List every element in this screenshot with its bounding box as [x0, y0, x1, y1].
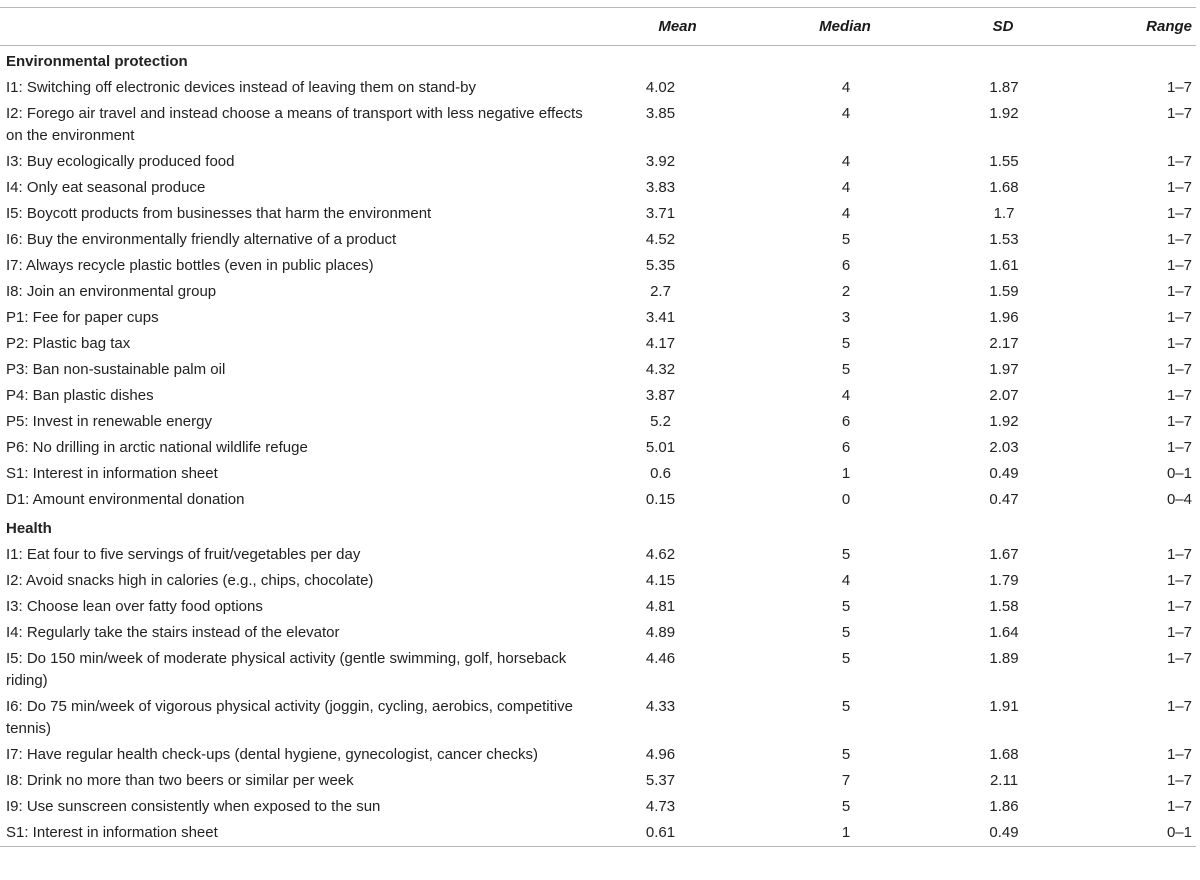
item-label: S1: Interest in information sheet: [6, 465, 218, 482]
range-value: 1–7: [1166, 439, 1192, 456]
mean-value: 3.85: [645, 105, 676, 122]
median-value: 6: [841, 257, 851, 274]
item-label: P1: Fee for paper cups: [6, 309, 159, 326]
table-row: [0, 227, 1196, 253]
table-row: [0, 383, 1196, 409]
median-value: 7: [841, 772, 851, 789]
table-row: [0, 742, 1196, 768]
sd-value: 0.49: [989, 824, 1019, 841]
header-label: [0, 8, 590, 46]
median-value: 6: [841, 439, 851, 456]
mean-value: 5.2: [650, 413, 671, 430]
table-row: [0, 357, 1196, 383]
table-header: [0, 8, 1196, 46]
sd-value: 1.79: [989, 572, 1019, 589]
mean-value: 0.61: [645, 824, 676, 841]
sd-value: 1.64: [989, 624, 1019, 641]
mean-value: 4.73: [645, 798, 676, 815]
median-value: 4: [841, 572, 851, 589]
table-row: [0, 568, 1196, 594]
table-row: [0, 149, 1196, 175]
item-label: P5: Invest in renewable energy: [6, 413, 212, 430]
mean-value: 4.52: [645, 231, 676, 248]
sd-value: 2.07: [989, 387, 1019, 404]
sd-value: 1.86: [989, 798, 1019, 815]
sd-value: 2.03: [989, 439, 1019, 456]
section-header-row: [0, 46, 1196, 76]
item-label: I3: Choose lean over fatty food options: [6, 598, 263, 615]
item-label: I2: Forego air travel and instead choose a means of transport with less negative effects on the environment: [6, 105, 583, 144]
median-value: 5: [841, 361, 851, 378]
median-value: 0: [841, 491, 851, 508]
header-row: [0, 8, 1196, 46]
mean-value: 3.87: [645, 387, 676, 404]
range-value: 1–7: [1166, 698, 1192, 715]
median-value: 1: [841, 465, 851, 482]
table-row: [0, 409, 1196, 435]
table-row: [0, 487, 1196, 513]
mean-value: 0.15: [645, 491, 676, 508]
sd-value: 1.96: [989, 309, 1019, 326]
item-label: I4: Regularly take the stairs instead of the elevator: [6, 624, 340, 641]
median-value: 5: [841, 624, 851, 641]
median-value: 5: [841, 335, 851, 352]
mean-value: 3.83: [645, 179, 676, 196]
range-value: 0–1: [1166, 465, 1192, 482]
mean-value: 3.41: [645, 309, 676, 326]
descriptive-statistics-table: [0, 7, 1196, 847]
range-value: 1–7: [1166, 413, 1192, 430]
median-value: 5: [841, 546, 851, 563]
range-value: 1–7: [1166, 546, 1192, 563]
table-row: [0, 620, 1196, 646]
sd-value: 2.17: [989, 335, 1019, 352]
item-label: I8: Drink no more than two beers or similar per week: [6, 772, 354, 789]
mean-value: 4.32: [645, 361, 676, 378]
table-row: [0, 279, 1196, 305]
mean-value: 4.15: [645, 572, 676, 589]
statistics-table-container: [0, 7, 1196, 847]
median-value: 5: [841, 798, 851, 815]
item-label: I7: Have regular health check-ups (dental hygiene, gynecologist, cancer checks): [6, 746, 538, 763]
sd-value: 1.91: [989, 698, 1019, 715]
item-label: D1: Amount environmental donation: [6, 491, 245, 508]
sd-value: 1.87: [989, 79, 1019, 96]
range-value: 0–1: [1166, 824, 1192, 841]
section-title: Environmental protection: [6, 53, 188, 70]
item-label: P2: Plastic bag tax: [6, 335, 131, 352]
mean-value: 5.37: [645, 772, 676, 789]
item-label: I5: Do 150 min/week of moderate physical activity (gentle swimming, golf, horseback riding): [6, 650, 567, 689]
sd-value: 1.59: [989, 283, 1019, 300]
item-label: P4: Ban plastic dishes: [6, 387, 154, 404]
range-value: 1–7: [1166, 283, 1192, 300]
item-label: I4: Only eat seasonal produce: [6, 179, 206, 196]
sd-value: 2.11: [989, 772, 1019, 789]
sd-value: 1.92: [989, 413, 1019, 430]
header-median: Median: [819, 18, 871, 35]
range-value: 1–7: [1166, 572, 1192, 589]
range-value: 1–7: [1166, 205, 1192, 222]
sd-value: 1.68: [989, 179, 1019, 196]
table-row: [0, 768, 1196, 794]
mean-value: 3.71: [645, 205, 676, 222]
range-value: 0–4: [1166, 491, 1192, 508]
item-label: I3: Buy ecologically produced food: [6, 153, 235, 170]
median-value: 4: [841, 387, 851, 404]
item-label: I1: Eat four to five servings of fruit/vegetables per day: [6, 546, 361, 563]
section-header-row: [0, 513, 1196, 542]
mean-value: 4.17: [645, 335, 676, 352]
median-value: 4: [841, 79, 851, 96]
item-label: S1: Interest in information sheet: [6, 824, 218, 841]
range-value: 1–7: [1166, 798, 1192, 815]
median-value: 3: [841, 309, 851, 326]
mean-value: 4.33: [645, 698, 676, 715]
sd-value: 1.61: [989, 257, 1019, 274]
median-value: 4: [841, 179, 851, 196]
range-value: 1–7: [1166, 79, 1192, 96]
table-row: [0, 435, 1196, 461]
median-value: 4: [841, 105, 851, 122]
sd-value: 1.68: [989, 746, 1019, 763]
table-row: [0, 305, 1196, 331]
range-value: 1–7: [1166, 598, 1192, 615]
item-label: I6: Buy the environmentally friendly alternative of a product: [6, 231, 397, 248]
table-row: [0, 201, 1196, 227]
header-mean: Mean: [658, 18, 697, 35]
median-value: 6: [841, 413, 851, 430]
table-row: [0, 253, 1196, 279]
range-value: 1–7: [1166, 309, 1192, 326]
table-row: [0, 101, 1196, 149]
range-value: 1–7: [1166, 179, 1192, 196]
range-value: 1–7: [1166, 772, 1192, 789]
range-value: 1–7: [1166, 624, 1192, 641]
item-label: I8: Join an environmental group: [6, 283, 217, 300]
table-row: [0, 331, 1196, 357]
table-row: [0, 646, 1196, 694]
section-title: Health: [6, 520, 52, 537]
item-label: I5: Boycott products from businesses that harm the environment: [6, 205, 432, 222]
mean-value: 2.7: [650, 283, 671, 300]
item-label: I2: Avoid snacks high in calories (e.g., chips, chocolate): [6, 572, 374, 589]
range-value: 1–7: [1166, 335, 1192, 352]
table-row: [0, 694, 1196, 742]
item-label: I1: Switching off electronic devices instead of leaving them on stand-by: [6, 79, 476, 96]
mean-value: 0.6: [650, 465, 671, 482]
range-value: 1–7: [1166, 361, 1192, 378]
mean-value: 5.35: [645, 257, 676, 274]
range-value: 1–7: [1166, 746, 1192, 763]
range-value: 1–7: [1166, 650, 1192, 667]
mean-value: 3.92: [645, 153, 676, 170]
mean-value: 4.46: [645, 650, 676, 667]
table-row: [0, 794, 1196, 820]
sd-value: 1.92: [989, 105, 1019, 122]
median-value: 5: [841, 231, 851, 248]
sd-value: 1.53: [989, 231, 1019, 248]
mean-value: 4.62: [645, 546, 676, 563]
sd-value: 1.97: [989, 361, 1019, 378]
median-value: 4: [841, 205, 851, 222]
table-row: [0, 461, 1196, 487]
sd-value: 1.67: [989, 546, 1019, 563]
median-value: 5: [841, 598, 851, 615]
table-row: [0, 175, 1196, 201]
median-value: 4: [841, 153, 851, 170]
sd-value: 0.47: [989, 491, 1019, 508]
range-value: 1–7: [1166, 257, 1192, 274]
range-value: 1–7: [1166, 231, 1192, 248]
item-label: P3: Ban non-sustainable palm oil: [6, 361, 226, 378]
table-row: [0, 594, 1196, 620]
table-row: [0, 542, 1196, 568]
mean-value: 4.02: [645, 79, 676, 96]
header-sd: SD: [992, 18, 1014, 35]
table-row: [0, 75, 1196, 101]
range-value: 1–7: [1166, 105, 1192, 122]
median-value: 5: [841, 698, 851, 715]
sd-value: 1.89: [989, 650, 1019, 667]
median-value: 5: [841, 650, 851, 667]
mean-value: 4.81: [645, 598, 676, 615]
item-label: P6: No drilling in arctic national wildlife refuge: [6, 439, 308, 456]
mean-value: 4.89: [645, 624, 676, 641]
item-label: I6: Do 75 min/week of vigorous physical activity (joggin, cycling, aerobics, competitive tennis): [6, 698, 573, 737]
header-range: Range: [1146, 18, 1192, 35]
item-label: I7: Always recycle plastic bottles (even in public places): [6, 257, 374, 274]
sd-value: 0.49: [989, 465, 1019, 482]
sd-value: 1.58: [989, 598, 1019, 615]
sd-value: 1.55: [989, 153, 1019, 170]
sd-value: 1.7: [993, 205, 1015, 222]
range-value: 1–7: [1166, 387, 1192, 404]
item-label: I9: Use sunscreen consistently when exposed to the sun: [6, 798, 381, 815]
table-body: [0, 46, 1196, 847]
median-value: 5: [841, 746, 851, 763]
median-value: 1: [841, 824, 851, 841]
mean-value: 4.96: [645, 746, 676, 763]
range-value: 1–7: [1166, 153, 1192, 170]
median-value: 2: [841, 283, 851, 300]
mean-value: 5.01: [645, 439, 676, 456]
table-row: [0, 820, 1196, 847]
